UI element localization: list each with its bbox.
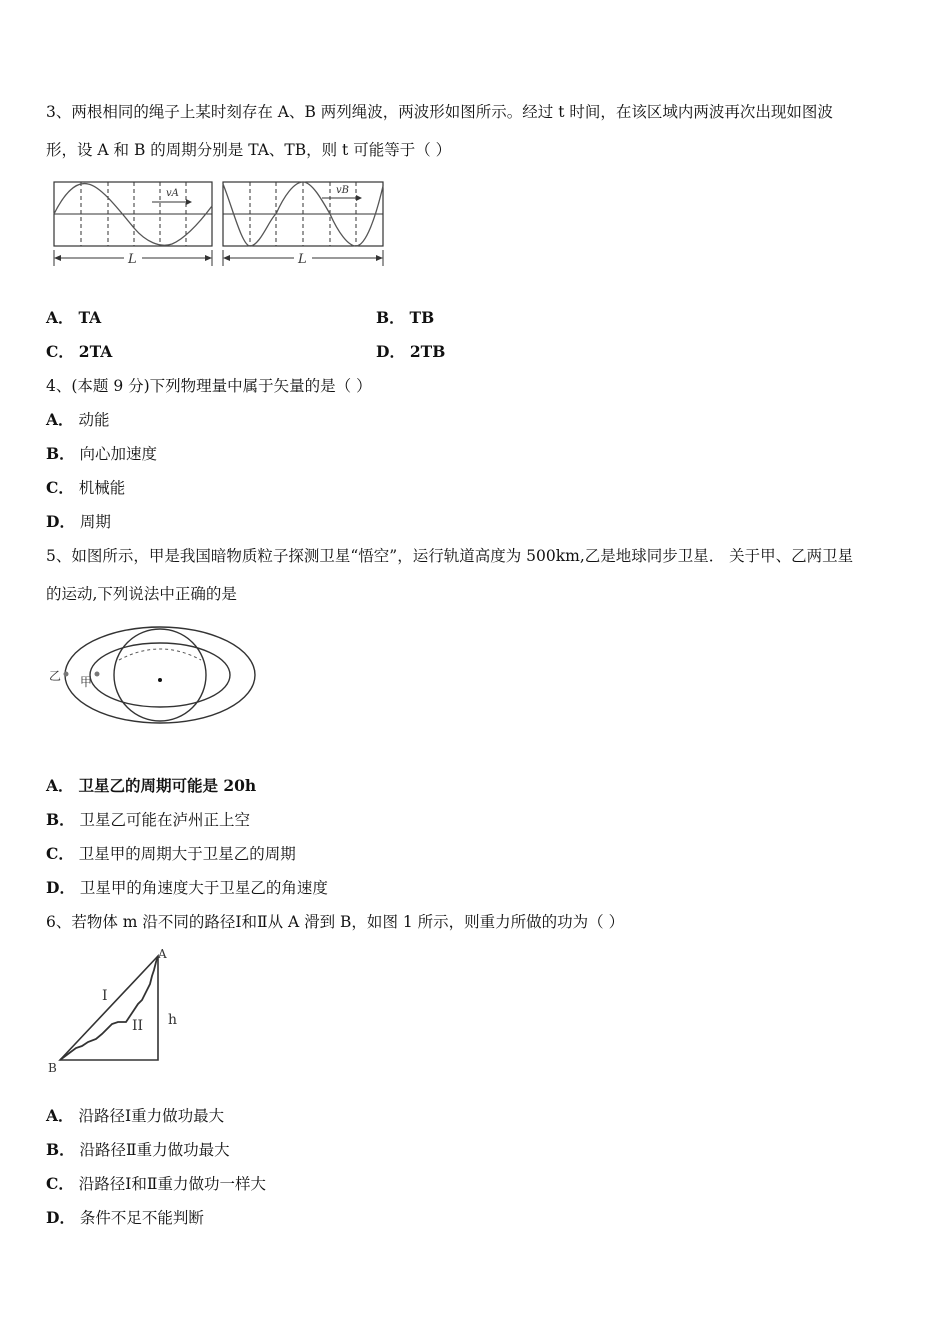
q6-option-c[interactable]: C． 沿路径Ⅰ和Ⅱ重力做功一样大 [46,1174,266,1193]
q5-option-c[interactable]: C． 卫星甲的周期大于卫星乙的周期 [46,844,296,863]
q4-option-d[interactable]: D． 周期 [46,512,111,531]
label-h: h [168,1012,178,1028]
q6-option-b[interactable]: B． 沿路径Ⅱ重力做功最大 [46,1140,230,1159]
label-L-left: L [128,252,137,267]
q4-option-a[interactable]: A． 动能 [46,410,110,429]
q5-option-a[interactable]: A． 卫星乙的周期可能是 20h [46,776,257,795]
label-yi: 乙 [49,669,62,683]
q4-option-b[interactable]: B． 向心加速度 [46,444,158,463]
satellite-jia [95,672,100,677]
q3-option-b[interactable]: B． TB [376,308,435,327]
q5-option-d[interactable]: D． 卫星甲的角速度大于卫星乙的角速度 [46,878,328,897]
q5-option-b[interactable]: B． 卫星乙可能在泸州正上空 [46,810,251,829]
q3-stem-line1: 3、两根相同的绳子上某时刻存在 A、B 两列绳波，两波形如图所示。经过 t 时间，在该区域内两波再次出现如图波 [46,103,833,121]
q6-stem: 6、若物体 m 沿不同的路径Ⅰ和Ⅱ从 A 滑到 B，如图 1 所示，则重力所做的功为（ ） [46,913,625,931]
label-vb: vB [336,185,349,196]
label-A: A [158,947,167,961]
label-L-right: L [298,252,307,267]
triangle-path-I [60,956,158,1060]
q6-path-figure [46,944,196,1076]
label-II: II [132,1018,144,1034]
q3-option-c[interactable]: C． 2TA [46,342,113,361]
label-jia: 甲 [80,675,93,689]
satellite-yi [64,672,69,677]
q5-stem-line1: 5、如图所示，甲是我国暗物质粒子探测卫星“悟空”，运行轨道高度为 500km,乙是地球同步卫星． 关于甲、乙两卫星 [46,547,854,565]
q3-wave-figure [46,176,391,268]
q6-option-d[interactable]: D． 条件不足不能判断 [46,1208,204,1227]
label-va: vA [166,188,179,199]
label-B: B [48,1061,57,1075]
q5-orbit-figure [46,620,266,730]
q4-option-c[interactable]: C． 机械能 [46,478,126,497]
q3-option-d[interactable]: D． 2TB [376,342,446,361]
q3-stem-line2: 形，设 A 和 B 的周期分别是 TA、TB，则 t 可能等于（ ） [46,141,452,159]
q6-option-a[interactable]: A． 沿路径Ⅰ重力做功最大 [46,1106,225,1125]
inner-orbit [90,643,230,707]
q3-option-a[interactable]: A． TA [46,308,102,327]
label-I: I [102,988,108,1004]
outer-orbit [65,627,255,723]
earth-center [158,678,162,682]
q5-stem-line2: 的运动,下列说法中正确的是 [46,585,237,603]
q4-stem: 4、(本题 9 分)下列物理量中属于矢量的是（ ） [46,377,372,395]
